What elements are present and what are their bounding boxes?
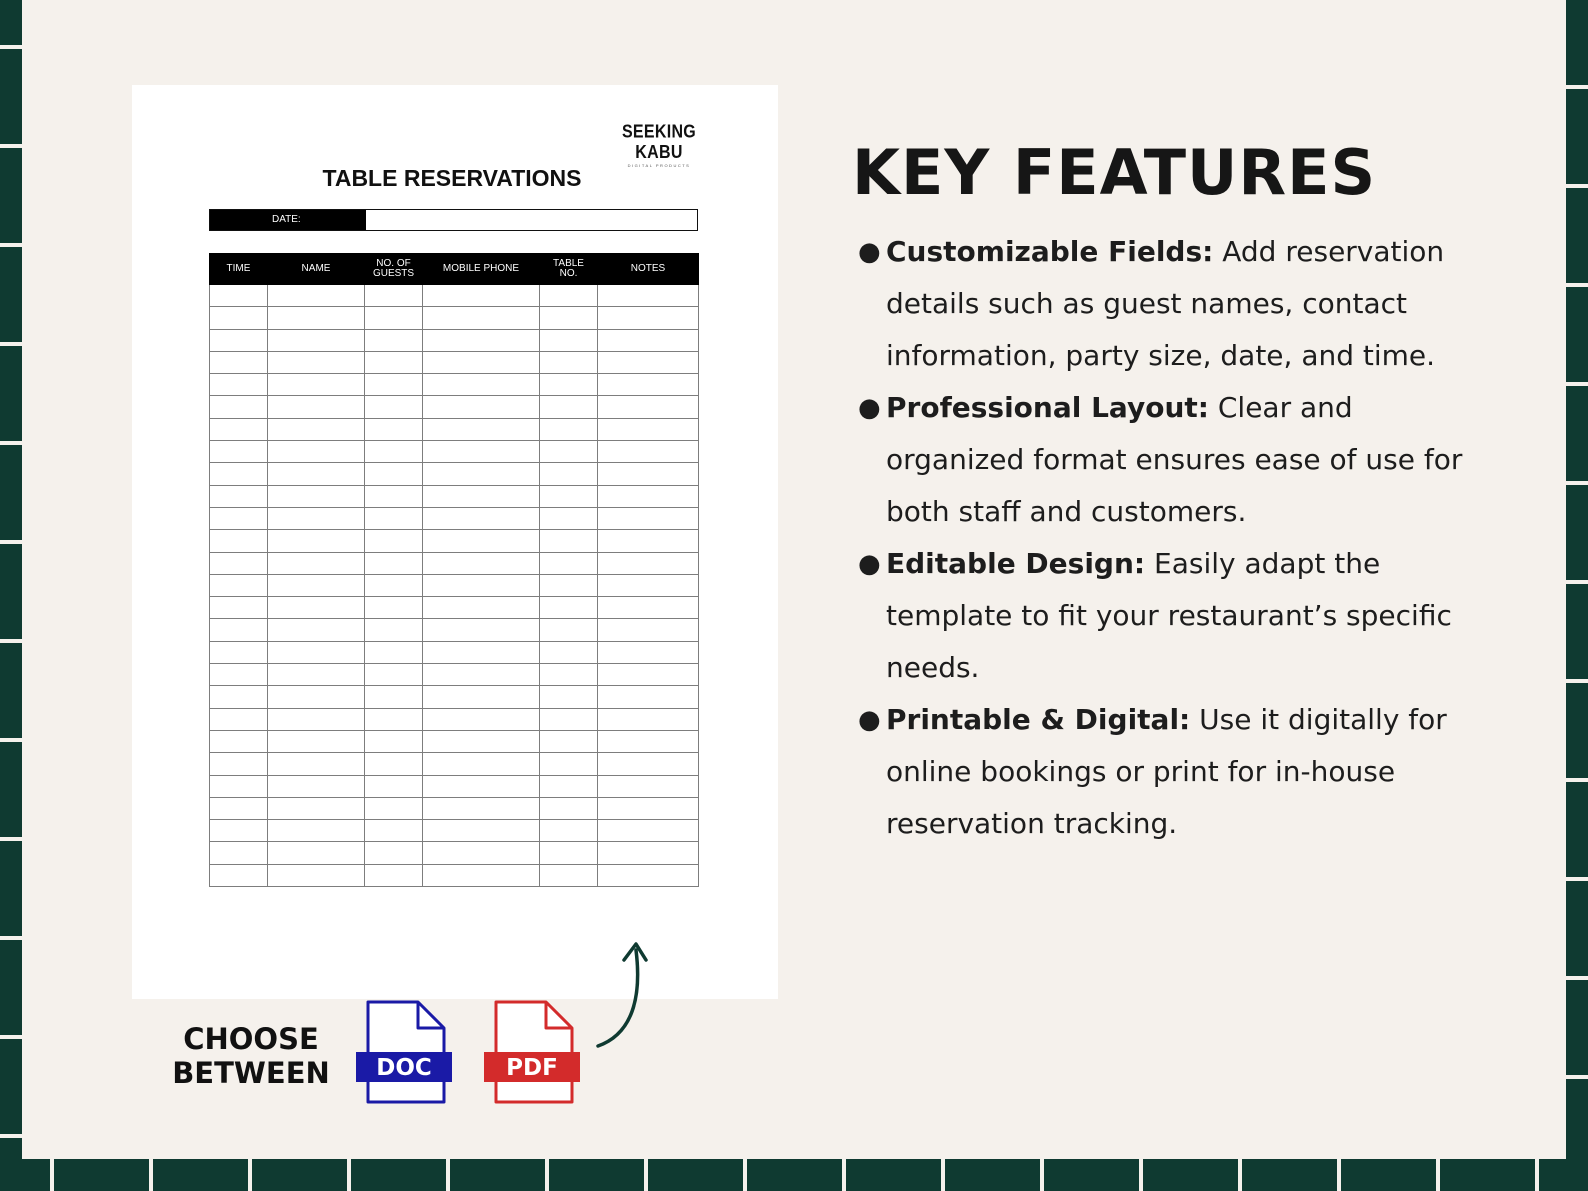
table-cell xyxy=(365,597,423,619)
table-cell xyxy=(423,686,540,708)
border-tile xyxy=(252,1159,347,1191)
key-features-heading: KEY FEATURES xyxy=(852,136,1377,209)
table-cell xyxy=(365,820,423,842)
table-cell xyxy=(540,753,598,775)
table-row xyxy=(210,664,699,686)
table-cell xyxy=(268,574,365,596)
table-cell xyxy=(598,864,699,886)
table-cell xyxy=(540,418,598,440)
border-tile xyxy=(0,445,22,540)
table-cell xyxy=(268,641,365,663)
border-tile xyxy=(450,1159,545,1191)
table-cell xyxy=(365,797,423,819)
table-cell xyxy=(540,708,598,730)
brand-logo xyxy=(604,122,714,168)
doc-file-icon xyxy=(356,1000,456,1106)
table-row xyxy=(210,686,699,708)
table-cell xyxy=(423,574,540,596)
table-row xyxy=(210,775,699,797)
table-cell xyxy=(540,441,598,463)
table-cell xyxy=(268,597,365,619)
table-cell xyxy=(210,641,268,663)
table-cell xyxy=(598,730,699,752)
column-header-time: TIME xyxy=(210,254,268,285)
table-cell xyxy=(540,842,598,864)
choose-line-2: BETWEEN xyxy=(172,1056,330,1090)
table-cell xyxy=(365,463,423,485)
table-cell xyxy=(365,374,423,396)
table-cell xyxy=(423,775,540,797)
table-cell xyxy=(598,396,699,418)
table-row xyxy=(210,374,699,396)
border-tile xyxy=(0,0,22,45)
reservation-table xyxy=(209,253,699,887)
border-tile xyxy=(0,1159,50,1191)
table-cell xyxy=(268,463,365,485)
table-cell xyxy=(598,753,699,775)
table-cell xyxy=(540,552,598,574)
table-row xyxy=(210,842,699,864)
table-cell xyxy=(365,730,423,752)
table-row xyxy=(210,441,699,463)
table-cell xyxy=(210,842,268,864)
feature-item xyxy=(850,226,1470,382)
table-cell xyxy=(598,374,699,396)
table-cell xyxy=(210,441,268,463)
table-cell xyxy=(540,485,598,507)
table-cell xyxy=(268,686,365,708)
table-cell xyxy=(365,441,423,463)
table-row xyxy=(210,285,699,307)
table-cell xyxy=(423,396,540,418)
table-row xyxy=(210,485,699,507)
table-row xyxy=(210,552,699,574)
table-cell xyxy=(423,507,540,529)
table-cell xyxy=(268,664,365,686)
border-tile xyxy=(1143,1159,1238,1191)
table-cell xyxy=(540,686,598,708)
table-cell xyxy=(423,307,540,329)
reservation-sheet-preview xyxy=(132,85,778,999)
feature-item xyxy=(850,694,1470,850)
table-cell xyxy=(210,797,268,819)
sheet-title: TABLE RESERVATIONS xyxy=(322,165,582,191)
table-cell xyxy=(598,351,699,373)
border-tile xyxy=(1539,1159,1588,1191)
table-row xyxy=(210,708,699,730)
border-tile xyxy=(945,1159,1040,1191)
border-tile xyxy=(54,1159,149,1191)
table-cell xyxy=(268,418,365,440)
table-cell xyxy=(268,507,365,529)
border-tile xyxy=(0,544,22,639)
date-field xyxy=(209,209,698,231)
column-header-guests: NO. OF GUESTS xyxy=(365,254,423,285)
column-header-table-no: TABLE NO. xyxy=(540,254,598,285)
table-cell xyxy=(365,574,423,596)
table-cell xyxy=(423,820,540,842)
border-tile xyxy=(1566,881,1588,976)
border-tile xyxy=(1044,1159,1139,1191)
choose-line-1: CHOOSE xyxy=(183,1022,319,1056)
table-cell xyxy=(365,842,423,864)
table-cell xyxy=(540,619,598,641)
table-cell xyxy=(540,463,598,485)
table-cell xyxy=(210,418,268,440)
table-row xyxy=(210,530,699,552)
table-row xyxy=(210,753,699,775)
table-cell xyxy=(210,374,268,396)
table-cell xyxy=(210,864,268,886)
table-cell xyxy=(540,329,598,351)
table-cell xyxy=(423,597,540,619)
bullet-icon: ● xyxy=(858,549,881,579)
border-tile xyxy=(846,1159,941,1191)
column-header-notes: NOTES xyxy=(598,254,699,285)
border-tile xyxy=(648,1159,743,1191)
table-cell xyxy=(423,842,540,864)
table-cell xyxy=(598,775,699,797)
border-tile xyxy=(0,247,22,342)
table-cell xyxy=(540,285,598,307)
table-body xyxy=(210,285,699,887)
table-cell xyxy=(268,396,365,418)
table-cell xyxy=(540,820,598,842)
table-cell xyxy=(268,285,365,307)
table-cell xyxy=(423,664,540,686)
table-cell xyxy=(540,530,598,552)
table-cell xyxy=(210,307,268,329)
table-cell xyxy=(598,418,699,440)
doc-file-label: DOC xyxy=(376,1055,432,1081)
table-row xyxy=(210,307,699,329)
right-tile-border xyxy=(1566,0,1588,1191)
bullet-icon: ● xyxy=(858,393,881,423)
table-cell xyxy=(598,552,699,574)
border-tile xyxy=(747,1159,842,1191)
left-tile-border xyxy=(0,0,22,1191)
bullet-icon: ● xyxy=(858,705,881,735)
table-cell xyxy=(365,507,423,529)
table-cell xyxy=(598,530,699,552)
table-cell xyxy=(268,708,365,730)
table-cell xyxy=(210,530,268,552)
border-tile xyxy=(0,742,22,837)
border-tile xyxy=(1566,287,1588,382)
border-tile xyxy=(1440,1159,1535,1191)
table-cell xyxy=(268,552,365,574)
curved-arrow-icon xyxy=(592,938,662,1050)
table-cell xyxy=(210,753,268,775)
table-cell xyxy=(598,574,699,596)
table-cell xyxy=(423,463,540,485)
table-row xyxy=(210,329,699,351)
border-tile xyxy=(0,643,22,738)
table-cell xyxy=(268,842,365,864)
table-cell xyxy=(210,574,268,596)
feature-list xyxy=(850,226,1470,850)
table-cell xyxy=(598,441,699,463)
table-cell xyxy=(210,285,268,307)
table-cell xyxy=(540,641,598,663)
table-cell xyxy=(540,396,598,418)
feature-title: Professional Layout: xyxy=(886,391,1209,424)
brand-name: SEEKING KABU xyxy=(621,122,697,163)
table-cell xyxy=(365,664,423,686)
table-cell xyxy=(598,619,699,641)
border-tile xyxy=(0,346,22,441)
table-cell xyxy=(423,530,540,552)
table-cell xyxy=(540,374,598,396)
table-cell xyxy=(210,507,268,529)
table-cell xyxy=(210,396,268,418)
table-cell xyxy=(423,552,540,574)
border-tile xyxy=(0,148,22,243)
table-cell xyxy=(365,285,423,307)
border-tile xyxy=(1566,485,1588,580)
table-cell xyxy=(365,864,423,886)
table-cell xyxy=(540,307,598,329)
table-cell xyxy=(423,374,540,396)
table-cell xyxy=(540,507,598,529)
border-tile xyxy=(1566,386,1588,481)
table-cell xyxy=(210,351,268,373)
table-cell xyxy=(423,753,540,775)
table-cell xyxy=(423,864,540,886)
table-cell xyxy=(268,485,365,507)
table-cell xyxy=(365,307,423,329)
table-header-row xyxy=(210,254,699,285)
table-cell xyxy=(210,775,268,797)
table-cell xyxy=(540,664,598,686)
feature-text: Add reservation details such as guest names, contact information, party size, date, and time. xyxy=(886,235,1445,372)
border-tile xyxy=(1566,188,1588,283)
pdf-file-icon xyxy=(484,1000,584,1106)
table-cell xyxy=(210,463,268,485)
table-cell xyxy=(268,730,365,752)
table-cell xyxy=(423,418,540,440)
table-cell xyxy=(598,664,699,686)
choose-between-label xyxy=(160,1022,342,1090)
table-cell xyxy=(423,485,540,507)
table-cell xyxy=(423,351,540,373)
table-cell xyxy=(423,708,540,730)
table-cell xyxy=(540,351,598,373)
feature-title: Printable & Digital: xyxy=(886,703,1191,736)
table-row xyxy=(210,574,699,596)
table-cell xyxy=(210,552,268,574)
table-cell xyxy=(365,552,423,574)
table-cell xyxy=(598,329,699,351)
table-cell xyxy=(365,530,423,552)
table-cell xyxy=(423,285,540,307)
table-cell xyxy=(365,418,423,440)
table-cell xyxy=(598,463,699,485)
border-tile xyxy=(1566,0,1588,85)
table-cell xyxy=(365,708,423,730)
table-cell xyxy=(423,730,540,752)
table-cell xyxy=(598,285,699,307)
table-cell xyxy=(210,597,268,619)
table-row xyxy=(210,351,699,373)
table-cell xyxy=(268,351,365,373)
table-cell xyxy=(365,775,423,797)
table-cell xyxy=(423,619,540,641)
table-row xyxy=(210,619,699,641)
table-cell xyxy=(210,686,268,708)
table-cell xyxy=(540,574,598,596)
table-cell xyxy=(598,507,699,529)
table-cell xyxy=(540,797,598,819)
table-cell xyxy=(268,441,365,463)
feature-text: Clear and organized format ensures ease of use for both staff and customers. xyxy=(886,391,1463,528)
table-cell xyxy=(423,441,540,463)
table-cell xyxy=(210,329,268,351)
column-header-mobile-phone: MOBILE PHONE xyxy=(423,254,540,285)
border-tile xyxy=(0,940,22,1035)
table-cell xyxy=(598,708,699,730)
table-cell xyxy=(598,597,699,619)
table-cell xyxy=(268,619,365,641)
table-cell xyxy=(365,686,423,708)
table-cell xyxy=(268,775,365,797)
table-cell xyxy=(268,530,365,552)
table-cell xyxy=(268,820,365,842)
table-cell xyxy=(423,329,540,351)
table-cell xyxy=(365,351,423,373)
table-cell xyxy=(540,597,598,619)
table-cell xyxy=(210,730,268,752)
table-cell xyxy=(210,820,268,842)
border-tile xyxy=(1566,782,1588,877)
table-cell xyxy=(268,753,365,775)
table-row xyxy=(210,597,699,619)
table-cell xyxy=(423,797,540,819)
table-cell xyxy=(540,730,598,752)
table-cell xyxy=(598,686,699,708)
feature-text: Use it digitally for online bookings or print for in-house reservation tracking. xyxy=(886,703,1447,840)
table-cell xyxy=(268,797,365,819)
border-tile xyxy=(1566,89,1588,184)
table-row xyxy=(210,418,699,440)
table-cell xyxy=(210,708,268,730)
table-cell xyxy=(268,307,365,329)
table-cell xyxy=(598,842,699,864)
date-label: DATE: xyxy=(210,210,366,230)
border-tile xyxy=(549,1159,644,1191)
border-tile xyxy=(153,1159,248,1191)
feature-title: Customizable Fields: xyxy=(886,235,1214,268)
table-row xyxy=(210,396,699,418)
table-cell xyxy=(598,820,699,842)
table-cell xyxy=(210,485,268,507)
border-tile xyxy=(1566,584,1588,679)
border-tile xyxy=(0,1039,22,1134)
table-row xyxy=(210,797,699,819)
border-tile xyxy=(1566,683,1588,778)
feature-item xyxy=(850,382,1470,538)
border-tile xyxy=(1341,1159,1436,1191)
table-row xyxy=(210,820,699,842)
feature-text: Easily adapt the template to fit your restaurant’s specific needs. xyxy=(886,547,1452,684)
table-row xyxy=(210,864,699,886)
table-row xyxy=(210,507,699,529)
table-row xyxy=(210,463,699,485)
table-cell xyxy=(598,797,699,819)
table-cell xyxy=(268,374,365,396)
table-cell xyxy=(540,864,598,886)
table-cell xyxy=(423,641,540,663)
border-tile xyxy=(351,1159,446,1191)
column-header-name: NAME xyxy=(268,254,365,285)
table-cell xyxy=(365,396,423,418)
table-cell xyxy=(598,641,699,663)
table-cell xyxy=(365,485,423,507)
table-cell xyxy=(365,641,423,663)
table-cell xyxy=(268,864,365,886)
table-cell xyxy=(598,307,699,329)
border-tile xyxy=(1242,1159,1337,1191)
border-tile xyxy=(0,841,22,936)
table-cell xyxy=(365,753,423,775)
table-cell xyxy=(365,619,423,641)
table-row xyxy=(210,730,699,752)
table-cell xyxy=(540,775,598,797)
table-cell xyxy=(365,329,423,351)
border-tile xyxy=(1566,980,1588,1075)
feature-item xyxy=(850,538,1470,694)
table-cell xyxy=(210,619,268,641)
table-cell xyxy=(210,664,268,686)
table-row xyxy=(210,641,699,663)
table-cell xyxy=(268,329,365,351)
border-tile xyxy=(0,49,22,144)
bullet-icon: ● xyxy=(858,237,881,267)
bottom-tile-border xyxy=(0,1159,1588,1191)
table-cell xyxy=(598,485,699,507)
pdf-file-label: PDF xyxy=(506,1055,558,1081)
brand-tagline: DIGITAL PRODUCTS xyxy=(627,163,691,168)
feature-title: Editable Design: xyxy=(886,547,1146,580)
